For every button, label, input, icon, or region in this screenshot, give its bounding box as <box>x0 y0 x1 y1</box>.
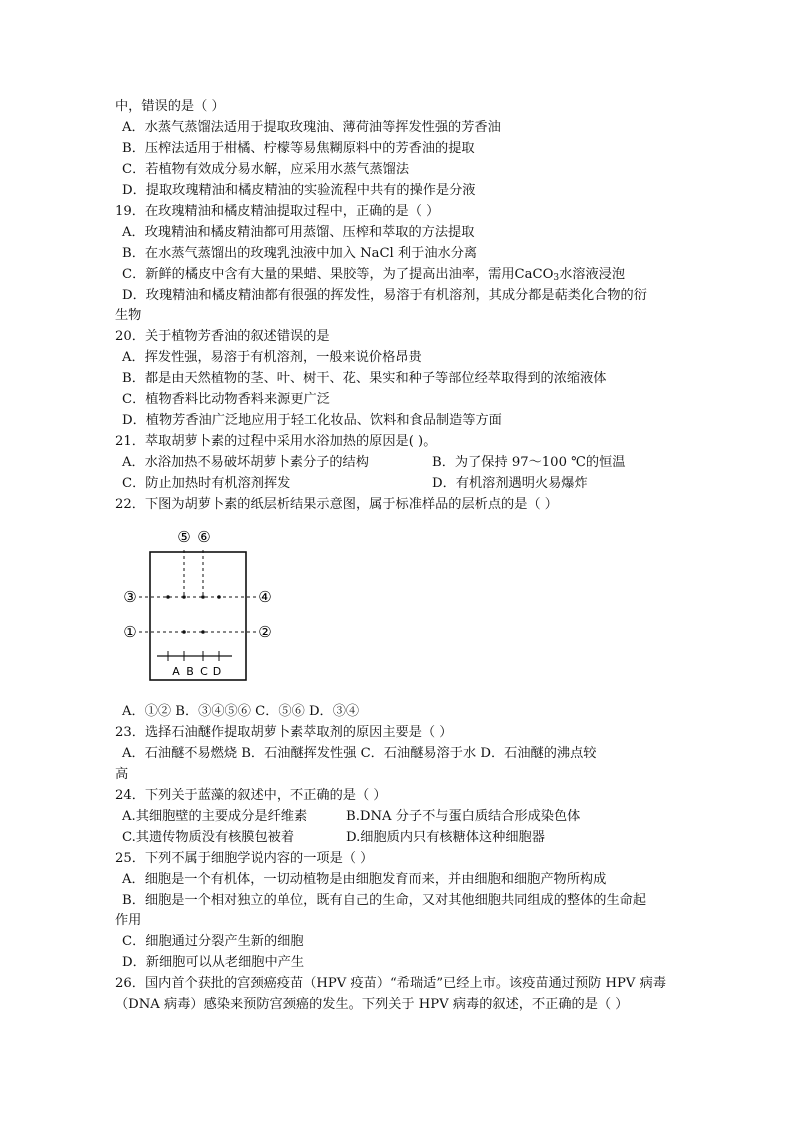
q18-stem-tail: 中，错误的是（ ） <box>115 99 225 114</box>
q20-stem: 20．关于植物芳香油的叙述错误的是 <box>115 329 330 344</box>
q19-option-b: B．在水蒸气蒸馏出的玫瑰乳浊液中加入 NaCl 利于油水分离 <box>122 246 478 261</box>
q23-options-wrap: 高 <box>115 767 129 782</box>
q21-option-d: D．有机溶剂遇明火易爆炸 <box>432 476 588 491</box>
q24-option-d: D.细胞质内只有核糖体这种细胞器 <box>346 830 545 845</box>
q20-option-d: D．植物芳香油广泛地应用于轻工化妆品、饮料和食品制造等方面 <box>122 413 502 428</box>
chromatography-diagram <box>120 525 290 690</box>
q21-option-a: A．水浴加热不易破坏胡萝卜素分子的结构 <box>122 455 369 470</box>
spot-a-top <box>166 595 170 599</box>
q25-stem: 25．下列不属于细胞学说内容的一项是（ ） <box>115 851 374 866</box>
q26-stem-line2: （DNA 病毒）感染来预防宫颈癌的发生。下列关于 HPV 病毒的叙述，不正确的是（ ） <box>115 997 629 1012</box>
q24-stem: 24．下列关于蓝藻的叙述中，不正确的是（ ） <box>115 788 387 803</box>
q25-option-b-line2: 作用 <box>115 913 142 928</box>
q18-option-a: A．水蒸气蒸馏法适用于提取玫瑰油、薄荷油等挥发性强的芳香油 <box>122 120 501 135</box>
q18-option-d: D．提取玫瑰精油和橘皮精油的实验流程中共有的操作是分液 <box>122 183 476 198</box>
q20-option-c: C．植物香料比动物香料来源更广泛 <box>122 392 330 407</box>
q24-option-c: C.其遗传物质没有核膜包被着 <box>122 830 295 845</box>
lane-label-d: D <box>212 665 222 678</box>
q19-option-d-line1: D．玫瑰精油和橘皮精油都有很强的挥发性，易溶于有机溶剂，其成分都是萜类化合物的衍 <box>122 288 647 303</box>
q23-options: A．石油醚不易燃烧 B．石油醚挥发性强 C．石油醚易溶于水 D．石油醚的沸点较 <box>122 746 597 761</box>
q25-option-c: C．细胞通过分裂产生新的细胞 <box>122 934 304 949</box>
q25-option-a: A．细胞是一个有机体，一切动植物是由细胞发育而来，并由细胞和细胞产物所构成 <box>122 872 607 887</box>
q20-option-a: A．挥发性强，易溶于有机溶剂，一般来说价格昂贵 <box>122 350 422 365</box>
label-1: ① <box>123 623 137 641</box>
q19-option-c-post: 水溶液浸泡 <box>559 267 626 282</box>
q24-option-a: A.其细胞壁的主要成分是纤维素 <box>122 809 308 824</box>
label-5: ⑤ <box>177 528 191 546</box>
q19-option-c-pre: C．新鲜的橘皮中含有大量的果蜡、果胶等，为了提高出油率，需用CaCO <box>122 267 554 282</box>
q19-option-d-line2: 生物 <box>115 308 142 323</box>
spot-d-top <box>217 595 221 599</box>
q19-option-c-sub: 3 <box>553 273 560 283</box>
paper-border <box>150 552 246 680</box>
spot-c-bottom <box>201 630 205 634</box>
q22-options: A．①② B．③④⑤⑥ C．⑤⑥ D．③④ <box>122 704 360 719</box>
label-4: ④ <box>258 588 272 606</box>
q25-option-d: D．新细胞可以从老细胞中产生 <box>122 955 305 970</box>
spot-b-bottom <box>182 630 186 634</box>
lane-label-a: A <box>172 665 180 678</box>
label-2: ② <box>258 623 272 641</box>
spot-c-top <box>201 595 205 599</box>
q21-option-b: B．为了保持 97～100 ℃的恒温 <box>432 455 626 470</box>
lane-label-c: C <box>200 665 208 678</box>
q19-option-c <box>122 264 625 285</box>
q23-stem: 23．选择石油醚作提取胡萝卜素萃取剂的原因主要是（ ） <box>115 725 453 740</box>
q19-stem: 19．在玫瑰精油和橘皮精油提取过程中，正确的是（ ） <box>115 204 440 219</box>
label-6: ⑥ <box>197 528 211 546</box>
label-3: ③ <box>123 588 137 606</box>
q24-option-b: B.DNA 分子不与蛋白质结合形成染色体 <box>346 809 581 824</box>
q20-option-b: B．都是由天然植物的茎、叶、树干、花、果实和种子等部位经萃取得到的浓缩液体 <box>122 371 607 386</box>
q25-option-b-line1: B．细胞是一个相对独立的单位，既有自己的生命，又对其他细胞共同组成的整体的生命起 <box>122 893 646 908</box>
spot-b-top <box>182 595 186 599</box>
q21-stem: 21．萃取胡萝卜素的过程中采用水浴加热的原因是( )。 <box>115 434 437 449</box>
q22-stem: 22．下图为胡萝卜素的纸层析结果示意图，属于标准样品的层析点的是（ ） <box>115 497 558 512</box>
q19-option-a: A．玫瑰精油和橘皮精油都可用蒸馏、压榨和萃取的方法提取 <box>122 225 475 240</box>
lane-label-b: B <box>186 665 194 678</box>
q21-option-c: C．防止加热时有机溶剂挥发 <box>122 476 291 491</box>
q18-option-b: B．压榨法适用于柑橘、柠檬等易焦糊原料中的芳香油的提取 <box>122 141 475 156</box>
q18-option-c: C．若植物有效成分易水解，应采用水蒸气蒸馏法 <box>122 162 410 177</box>
q26-stem-line1: 26．国内首个获批的宫颈癌疫苗（HPV 疫苗）“希瑞适”已经上市。该疫苗通过预防 HPV 病毒 <box>115 976 667 991</box>
